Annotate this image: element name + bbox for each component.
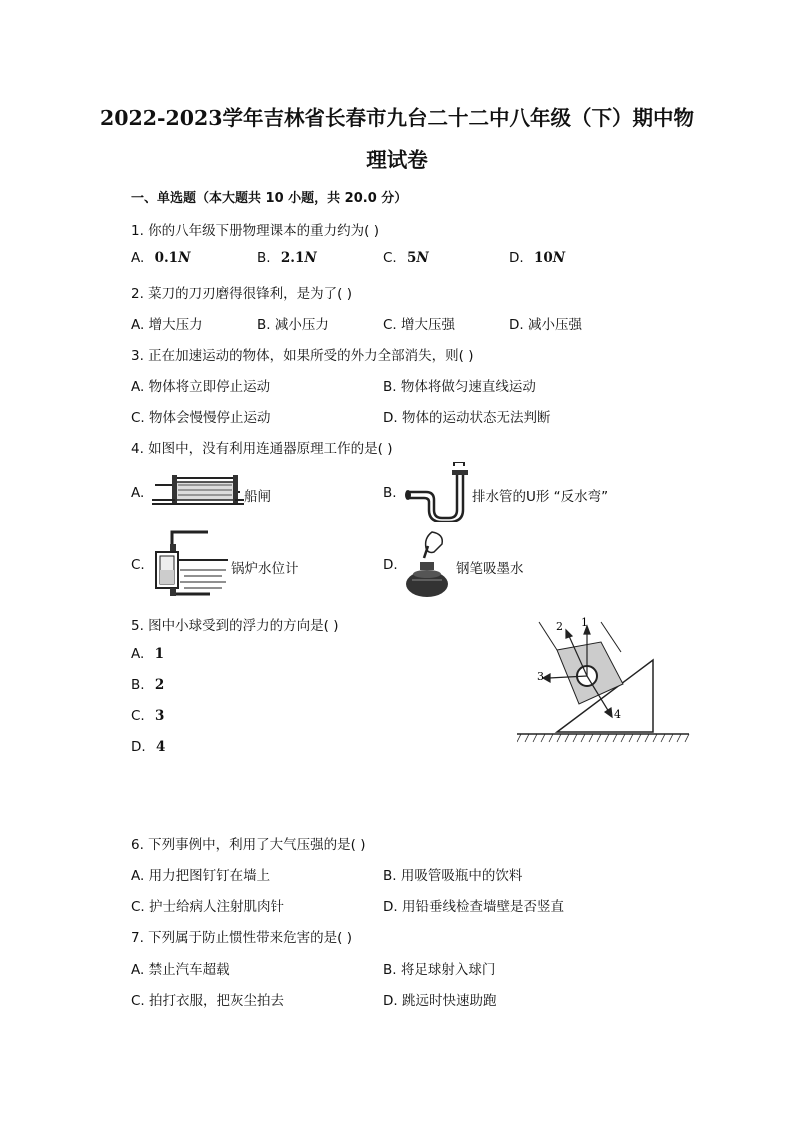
q1-option-a-letter: A.	[131, 250, 145, 266]
diagram-label-2: 2	[556, 620, 563, 633]
q4-option-c-letter: C.	[131, 557, 145, 573]
q1-option-d-value: 10	[533, 250, 553, 266]
u-shaped-drain-pipe-image	[402, 462, 472, 522]
q7-option-c: C. 拍打衣服，把灰尘拍去	[131, 993, 285, 1009]
question-7-stem: 7. 下列属于防止惯性带来危害的是( )	[131, 930, 352, 946]
q2-option-d: D. 减小压强	[509, 317, 582, 333]
q5-option-c	[131, 708, 164, 724]
diagram-label-4: 4	[614, 708, 621, 721]
q5-option-a	[131, 646, 164, 662]
q4-option-b-label: 排水管的U形 “反水弯”	[472, 489, 609, 505]
q5-option-b-value: 2	[154, 677, 165, 693]
q1-option-c	[383, 250, 429, 266]
q5-option-a-letter: A.	[131, 646, 145, 662]
q6-option-d: D. 用铅垂线检查墙壁是否竖直	[383, 899, 564, 915]
question-1-stem: 1. 你的八年级下册物理课本的重力约为( )	[131, 223, 379, 239]
q1-option-a-value: 0.1	[154, 250, 179, 266]
q6-option-b: B. 用吸管吸瓶中的饮料	[383, 868, 523, 884]
q5-option-a-value: 1	[154, 646, 164, 662]
q4-option-b-letter: B.	[383, 485, 397, 501]
q7-option-a: A. 禁止汽车超载	[131, 962, 230, 978]
question-6-stem: 6. 下列事例中，利用了大气压强的是( )	[131, 837, 366, 853]
q1-option-c-unit: N	[416, 250, 429, 266]
q1-option-a	[131, 250, 190, 266]
q5-option-d-letter: D.	[131, 739, 146, 755]
q5-option-b-letter: B.	[131, 677, 145, 693]
q3-option-b: B. 物体将做匀速直线运动	[383, 379, 536, 395]
q1-option-b-unit: N	[304, 250, 317, 266]
question-2-stem: 2. 菜刀的刀刃磨得很锋利，是为了( )	[131, 286, 352, 302]
q1-option-b	[257, 250, 317, 266]
q4-option-a-letter: A.	[131, 485, 145, 501]
q1-option-d	[509, 250, 565, 266]
question-3-stem: 3. 正在加速运动的物体，如果所受的外力全部消失，则( )	[131, 348, 474, 364]
title-line-1: 2022-2023学年吉林省长春市九台二十二中八年级（下）期中物	[99, 106, 695, 130]
diagram-label-1: 1	[581, 616, 588, 629]
q5-option-d-value: 4	[155, 739, 166, 755]
question-4-stem: 4. 如图中，没有利用连通器原理工作的是( )	[131, 441, 393, 457]
q1-option-b-letter: B.	[257, 250, 271, 266]
diagram-label-3: 3	[537, 670, 544, 683]
boiler-water-gauge-image	[150, 530, 230, 600]
q4-option-a-label: 船闸	[244, 489, 271, 505]
question-5-stem: 5. 图中小球受到的浮力的方向是( )	[131, 618, 339, 634]
q3-option-c: C. 物体会慢慢停止运动	[131, 410, 271, 426]
q6-option-a: A. 用力把图钉钉在墙上	[131, 868, 271, 884]
section-heading: 一、单选题（本大题共 10 小题，共 20.0 分）	[131, 191, 408, 206]
q5-option-b	[131, 677, 164, 693]
q7-option-b: B. 将足球射入球门	[383, 962, 496, 978]
q1-option-a-unit: N	[178, 250, 191, 266]
q3-option-a: A. 物体将立即停止运动	[131, 379, 271, 395]
title-line-2: 理试卷	[366, 148, 428, 172]
q5-option-d	[131, 739, 165, 755]
q2-option-a: A. 增大压力	[131, 317, 203, 333]
ship-lock-image	[150, 470, 245, 510]
q1-option-c-letter: C.	[383, 250, 397, 266]
q1-option-d-unit: N	[552, 250, 566, 266]
q2-option-b: B. 减小压力	[257, 317, 329, 333]
q2-option-c: C. 增大压强	[383, 317, 456, 333]
q5-option-c-value: 3	[155, 708, 165, 724]
q7-option-d: D. 跳远时快速助跑	[383, 993, 497, 1009]
q5-option-c-letter: C.	[131, 708, 145, 724]
q4-option-d-label: 钢笔吸墨水	[456, 561, 524, 577]
incline-buoyancy-diagram	[517, 612, 691, 746]
q4-option-d-letter: D.	[383, 557, 398, 573]
fountain-pen-ink-image	[402, 528, 454, 600]
q1-option-d-letter: D.	[509, 250, 524, 266]
q6-option-c: C. 护士给病人注射肌肉针	[131, 899, 285, 915]
q4-option-c-label: 锅炉水位计	[231, 561, 299, 577]
q1-option-b-value: 2.1	[280, 250, 305, 266]
q3-option-d: D. 物体的运动状态无法判断	[383, 410, 551, 426]
q1-option-c-value: 5	[407, 250, 417, 266]
